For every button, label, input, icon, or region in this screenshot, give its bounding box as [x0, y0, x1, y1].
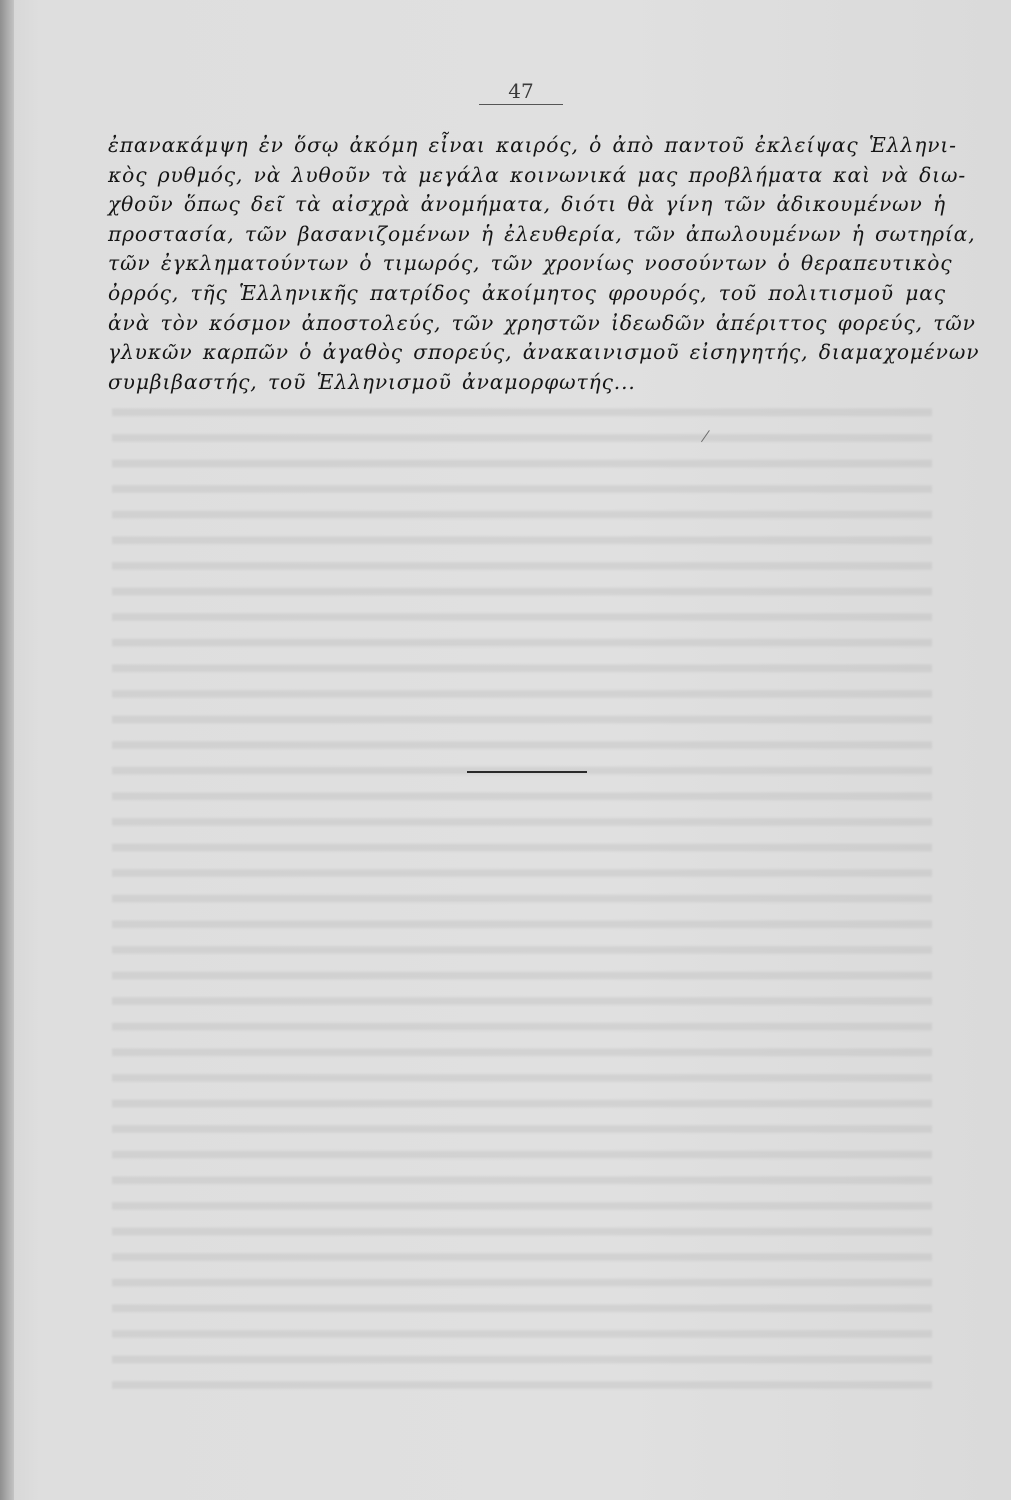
text-line: ἀνὰ τὸν κόσμον ἀποστολεύς, τῶν χρηστῶν ἰδεωδῶν ἀπέριττος φορεύς, τῶν	[108, 310, 976, 335]
text-line: γλυκῶν καρπῶν ὁ ἀγαθὸς σπορεύς, ἀνακαινισμοῦ εἰσηγητής, διαμαχομένων	[108, 340, 980, 365]
text-line: ἐπανακάμψη ἐν ὅσῳ ἀκόμη εἶναι καιρός, ὁ ἀπὸ παντοῦ ἐκλείψας Ἑλληνι-	[108, 133, 957, 157]
page-number: 47	[479, 80, 563, 105]
text-line: προστασία, τῶν βασανιζομένων ἡ ἐλευθερία, τῶν ἀπωλουμένων ἡ σωτηρία,	[108, 221, 976, 246]
body-paragraph	[108, 131, 980, 397]
text-line: τῶν ἐγκληματούντων ὁ τιμωρός, τῶν χρονίως νοσούντων ὁ θεραπευτικὸς	[108, 251, 953, 276]
text-line: χθοῦν ὅπως δεῖ τὰ αἰσχρὰ ἀνομήματα, διότι θὰ γίνη τῶν ἀδικουμένων ἡ	[108, 192, 946, 217]
section-divider-rule	[467, 771, 587, 773]
text-line: κὸς ρυθμός, νὰ λυθοῦν τὰ μεγάλα κοινωνικά μας προβλήματα καὶ νὰ διω-	[108, 162, 967, 187]
binding-edge	[0, 0, 14, 1500]
text-line: ὀρρός, τῆς Ἑλληνικῆς πατρίδος ἀκοίμητος φρουρός, τοῦ πολιτισμοῦ μας	[108, 280, 946, 305]
show-through-text	[112, 395, 932, 1395]
text-line: συμβιβαστής, τοῦ Ἑλληνισμοῦ ἀναμορφωτής...	[108, 369, 636, 394]
